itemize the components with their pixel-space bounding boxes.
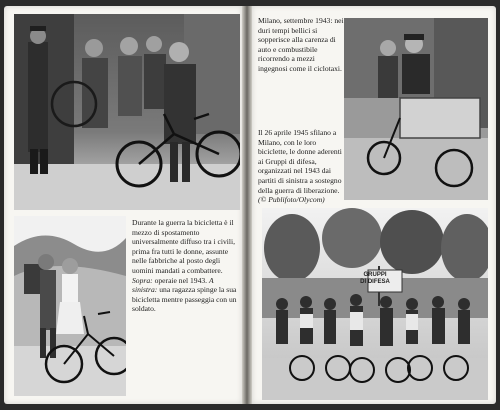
photo-women-parade xyxy=(262,208,488,400)
sign-line-2: DI DIFESA xyxy=(360,279,390,285)
photo-ciclotaxi xyxy=(344,18,488,200)
caption-mid-right-main: Il 26 aprile 1945 sfilano a Milano, con le loro biciclette, le donne aderenti ai Gruppi di difesa, organizzati nel 1943 dai partiti di sinistra a sostegno della guerra di liberazione. xyxy=(258,128,342,195)
caption-left xyxy=(132,218,238,314)
photo-women-workers-bicycles xyxy=(14,14,240,210)
caption-left-sinistra-label: A sinistra: xyxy=(132,275,214,295)
caption-left-sinistra-text: una ragazza spinge la sua bicicletta mentre passeggia con un soldato. xyxy=(132,285,237,314)
sign-line-1: GRUPPI xyxy=(363,272,387,278)
protest-sign xyxy=(358,272,392,286)
book-gutter xyxy=(242,6,252,404)
caption-mid-right xyxy=(258,128,344,205)
caption-left-sopra-text: operaie nel 1943. xyxy=(152,275,208,285)
caption-top-right: Milano, settembre 1943: nei duri tempi bellici si sopperisce alla carenza di auto e combustibile ricorrendo a mezzi ingegnosi come il ciclotaxi. xyxy=(258,16,344,73)
caption-left-main: Durante la guerra la bicicletta è il mezzo di spostamento universalmente diffuso tra i civili, prima fra tutti le donne, assunte nelle fabbriche al posto degli uomini mandati a combattere. xyxy=(132,218,235,275)
photo-girl-soldier-bicycle xyxy=(14,216,126,396)
caption-left-sopra-label: Sopra: xyxy=(132,275,153,285)
left-page xyxy=(4,6,242,404)
caption-mid-right-credit: (© Publifoto/Olycom) xyxy=(258,195,325,205)
right-page xyxy=(252,6,496,404)
